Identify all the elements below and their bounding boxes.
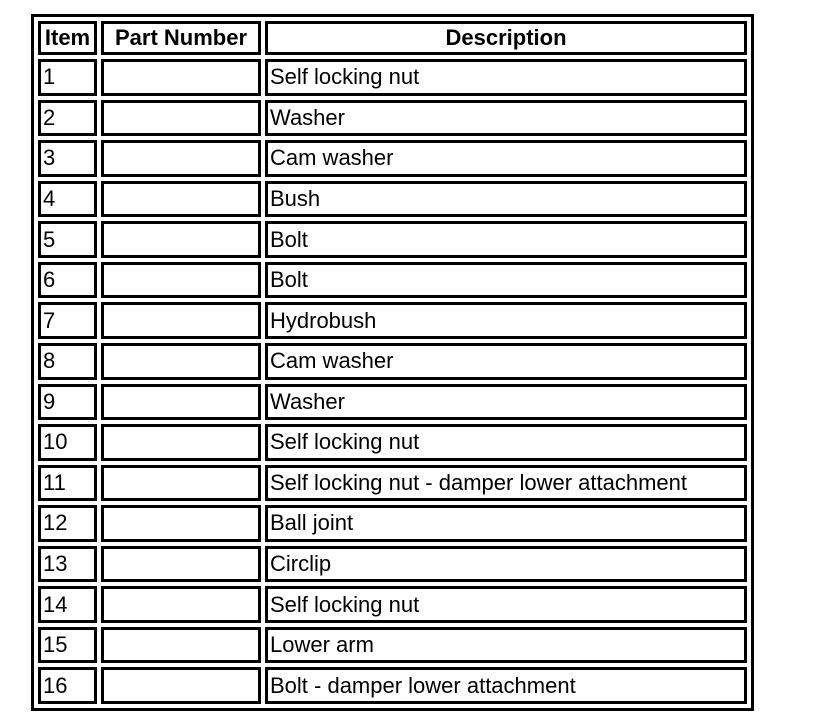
table-row (38, 546, 747, 583)
column-header-part-number: Part Number (101, 21, 261, 55)
cell-description: Self locking nut (265, 424, 747, 461)
cell-item: 16 (38, 667, 97, 704)
cell-description: Washer (265, 384, 747, 421)
cell-description: Lower arm (265, 627, 747, 664)
cell-description: Ball joint (265, 505, 747, 542)
table-row (38, 262, 747, 299)
cell-description: Hydrobush (265, 302, 747, 339)
parts-table (31, 14, 754, 711)
table-row (38, 221, 747, 258)
table-row (38, 424, 747, 461)
cell-part-number (101, 302, 261, 339)
cell-part-number (101, 627, 261, 664)
cell-item: 15 (38, 627, 97, 664)
cell-item: 4 (38, 181, 97, 218)
table-row (38, 100, 747, 137)
cell-part-number (101, 465, 261, 502)
cell-part-number (101, 59, 261, 96)
table-row (38, 181, 747, 218)
cell-item: 7 (38, 302, 97, 339)
cell-item: 12 (38, 505, 97, 542)
cell-description: Bolt - damper lower attachment (265, 667, 747, 704)
cell-part-number (101, 262, 261, 299)
table-row (38, 384, 747, 421)
cell-item: 10 (38, 424, 97, 461)
cell-description: Bolt (265, 262, 747, 299)
cell-item: 14 (38, 586, 97, 623)
cell-description: Bolt (265, 221, 747, 258)
table-row (38, 465, 747, 502)
cell-part-number (101, 424, 261, 461)
table-row (38, 302, 747, 339)
cell-part-number (101, 221, 261, 258)
cell-description: Bush (265, 181, 747, 218)
cell-part-number (101, 343, 261, 380)
cell-item: 1 (38, 59, 97, 96)
cell-item: 3 (38, 140, 97, 177)
cell-part-number (101, 586, 261, 623)
cell-part-number (101, 140, 261, 177)
cell-item: 5 (38, 221, 97, 258)
table-row (38, 667, 747, 704)
cell-part-number (101, 384, 261, 421)
cell-part-number (101, 505, 261, 542)
cell-description: Circlip (265, 546, 747, 583)
table-row (38, 140, 747, 177)
cell-description: Washer (265, 100, 747, 137)
column-header-description: Description (265, 21, 747, 55)
table-row (38, 586, 747, 623)
table-body (38, 59, 747, 704)
table-row (38, 505, 747, 542)
cell-item: 13 (38, 546, 97, 583)
cell-part-number (101, 100, 261, 137)
table-row (38, 343, 747, 380)
table-row (38, 627, 747, 664)
table-row (38, 59, 747, 96)
cell-item: 8 (38, 343, 97, 380)
cell-description: Cam washer (265, 343, 747, 380)
cell-item: 11 (38, 465, 97, 502)
column-header-item: Item (38, 21, 97, 55)
cell-part-number (101, 546, 261, 583)
cell-description: Cam washer (265, 140, 747, 177)
cell-part-number (101, 667, 261, 704)
table-header-row (38, 21, 747, 55)
cell-part-number (101, 181, 261, 218)
cell-description: Self locking nut (265, 59, 747, 96)
cell-item: 6 (38, 262, 97, 299)
cell-description: Self locking nut (265, 586, 747, 623)
cell-description: Self locking nut - damper lower attachment (265, 465, 747, 502)
cell-item: 2 (38, 100, 97, 137)
cell-item: 9 (38, 384, 97, 421)
